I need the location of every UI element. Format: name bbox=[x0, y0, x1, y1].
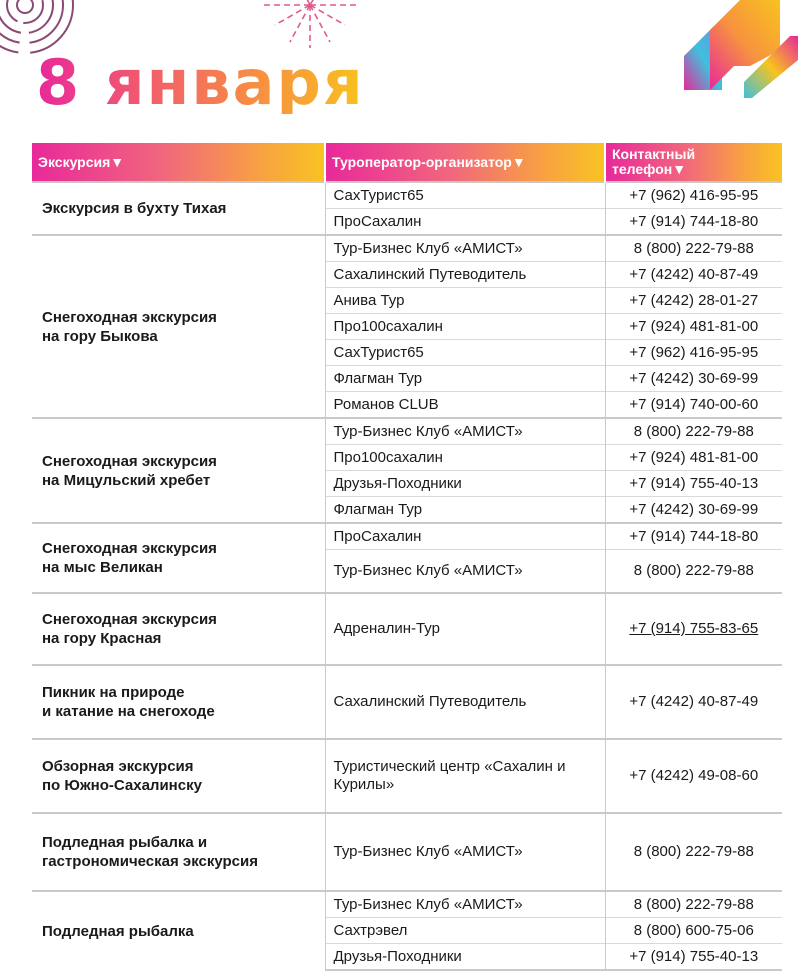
operator-cell: Анива Тур bbox=[325, 288, 605, 314]
phone-cell: +7 (4242) 40-87-49 bbox=[605, 665, 782, 739]
operator-cell: Друзья-Походники bbox=[325, 471, 605, 497]
phone-cell: +7 (924) 481-81-00 bbox=[605, 445, 782, 471]
operator-cell: Сахалинский Путеводитель bbox=[325, 665, 605, 739]
phone-cell: +7 (914) 744-18-80 bbox=[605, 209, 782, 236]
table-row bbox=[32, 813, 782, 891]
excursion-name-cell bbox=[32, 593, 325, 665]
excursion-name-line1: Снегоходная экскурсия bbox=[42, 308, 217, 326]
operator-cell: Сахалинский Путеводитель bbox=[325, 262, 605, 288]
excursion-name-cell bbox=[32, 235, 325, 418]
gradient-blocks-logo bbox=[680, 0, 800, 100]
page-title: 8 января bbox=[36, 46, 365, 119]
operator-cell: СахТурист65 bbox=[325, 182, 605, 209]
operator-cell: Про100сахалин bbox=[325, 314, 605, 340]
operator-cell: Тур-Бизнес Клуб «АМИСТ» bbox=[325, 235, 605, 262]
phone-cell: 8 (800) 222-79-88 bbox=[605, 235, 782, 262]
table-row bbox=[32, 891, 782, 918]
phone-cell: +7 (4242) 30-69-99 bbox=[605, 366, 782, 392]
phone-cell: 8 (800) 222-79-88 bbox=[605, 550, 782, 594]
excursion-name-line2: на гору Красная bbox=[42, 630, 162, 647]
excursion-name-line1: Экскурсия в бухту Тихая bbox=[42, 200, 227, 217]
table-header-row bbox=[32, 143, 782, 182]
phone-cell: +7 (914) 755-40-13 bbox=[605, 471, 782, 497]
phone-cell: +7 (4242) 40-87-49 bbox=[605, 262, 782, 288]
excursion-name-line1: Пикник на природе bbox=[42, 684, 185, 701]
excursion-name-line2: и катание на снегоходе bbox=[42, 703, 215, 720]
operator-cell: Сахтрэвел bbox=[325, 918, 605, 944]
phone-cell: 8 (800) 600-75-06 bbox=[605, 918, 782, 944]
phone-cell: +7 (4242) 28-01-27 bbox=[605, 288, 782, 314]
excursion-name-cell bbox=[32, 418, 325, 523]
phone-cell: +7 (4242) 30-69-99 bbox=[605, 497, 782, 524]
excursions-table bbox=[32, 143, 782, 971]
excursion-name-line1: Снегоходная экскурсия bbox=[42, 540, 217, 557]
operator-cell: Друзья-Походники bbox=[325, 944, 605, 971]
operator-cell: Романов CLUB bbox=[325, 392, 605, 419]
table-row bbox=[32, 665, 782, 739]
phone-header-line1: Контактный bbox=[612, 146, 696, 162]
phone-cell: +7 (962) 416-95-95 bbox=[605, 182, 782, 209]
table-row bbox=[32, 523, 782, 550]
operator-cell: Туристический центр «Сахалин и Курилы» bbox=[325, 739, 605, 813]
excursion-name-cell bbox=[32, 665, 325, 739]
excursion-name-cell bbox=[32, 813, 325, 891]
operator-cell: Флагман Тур bbox=[325, 366, 605, 392]
operator-cell: Тур-Бизнес Клуб «АМИСТ» bbox=[325, 418, 605, 445]
excursion-name-line2: гастрономическая экскурсия bbox=[42, 853, 258, 870]
operator-cell: Тур-Бизнес Клуб «АМИСТ» bbox=[325, 550, 605, 594]
phone-cell: 8 (800) 222-79-88 bbox=[605, 813, 782, 891]
excursion-name-cell bbox=[32, 182, 325, 235]
phone-cell: 8 (800) 222-79-88 bbox=[605, 418, 782, 445]
phone-cell: +7 (914) 755-40-13 bbox=[605, 944, 782, 971]
operator-cell: Тур-Бизнес Клуб «АМИСТ» bbox=[325, 813, 605, 891]
operator-cell: СахТурист65 bbox=[325, 340, 605, 366]
operator-cell: Тур-Бизнес Клуб «АМИСТ» bbox=[325, 891, 605, 918]
table-body bbox=[32, 182, 782, 970]
excursion-name-line1: Подледная рыбалка bbox=[42, 922, 194, 940]
excursion-name-line1: Снегоходная экскурсия bbox=[42, 452, 217, 470]
phone-header-line2: телефон▼ bbox=[612, 161, 687, 177]
table-row bbox=[32, 182, 782, 209]
excursion-name-line1: Снегоходная экскурсия bbox=[42, 611, 217, 628]
excursion-name-line1: Обзорная экскурсия bbox=[42, 758, 194, 775]
operator-cell: ПроСахалин bbox=[325, 209, 605, 236]
phone-cell: +7 (4242) 49-08-60 bbox=[605, 739, 782, 813]
table-row bbox=[32, 235, 782, 262]
excursion-name-line2: по Южно-Сахалинску bbox=[42, 777, 202, 794]
excursion-name-cell bbox=[32, 739, 325, 813]
phone-cell: +7 (924) 481-81-00 bbox=[605, 314, 782, 340]
table-row bbox=[32, 418, 782, 445]
excursion-name-line2: на гору Быкова bbox=[42, 327, 158, 345]
phone-link[interactable]: +7 (914) 755-83-65 bbox=[605, 593, 782, 665]
excursion-name-cell bbox=[32, 523, 325, 593]
table-row bbox=[32, 739, 782, 813]
excursion-name-line1: Подледная рыбалка и bbox=[42, 834, 208, 851]
excursion-name-cell bbox=[32, 891, 325, 970]
phone-column-header[interactable] bbox=[605, 143, 782, 182]
phone-cell: 8 (800) 222-79-88 bbox=[605, 891, 782, 918]
excursion-name-line2: на мыс Великан bbox=[42, 559, 163, 576]
firework-burst-decoration bbox=[255, 0, 365, 50]
operator-cell: Про100сахалин bbox=[325, 445, 605, 471]
operator-cell: Флагман Тур bbox=[325, 497, 605, 524]
excursion-column-header[interactable]: Экскурсия▼ bbox=[32, 143, 325, 182]
operator-cell: Адреналин-Тур bbox=[325, 593, 605, 665]
phone-cell: +7 (914) 740-00-60 bbox=[605, 392, 782, 419]
table-row bbox=[32, 593, 782, 665]
phone-cell: +7 (914) 744-18-80 bbox=[605, 523, 782, 550]
operator-column-header[interactable]: Туроператор-организатор▼ bbox=[325, 143, 605, 182]
excursion-name-line2: на Мицульский хребет bbox=[42, 471, 211, 489]
phone-cell: +7 (962) 416-95-95 bbox=[605, 340, 782, 366]
operator-cell: ПроСахалин bbox=[325, 523, 605, 550]
